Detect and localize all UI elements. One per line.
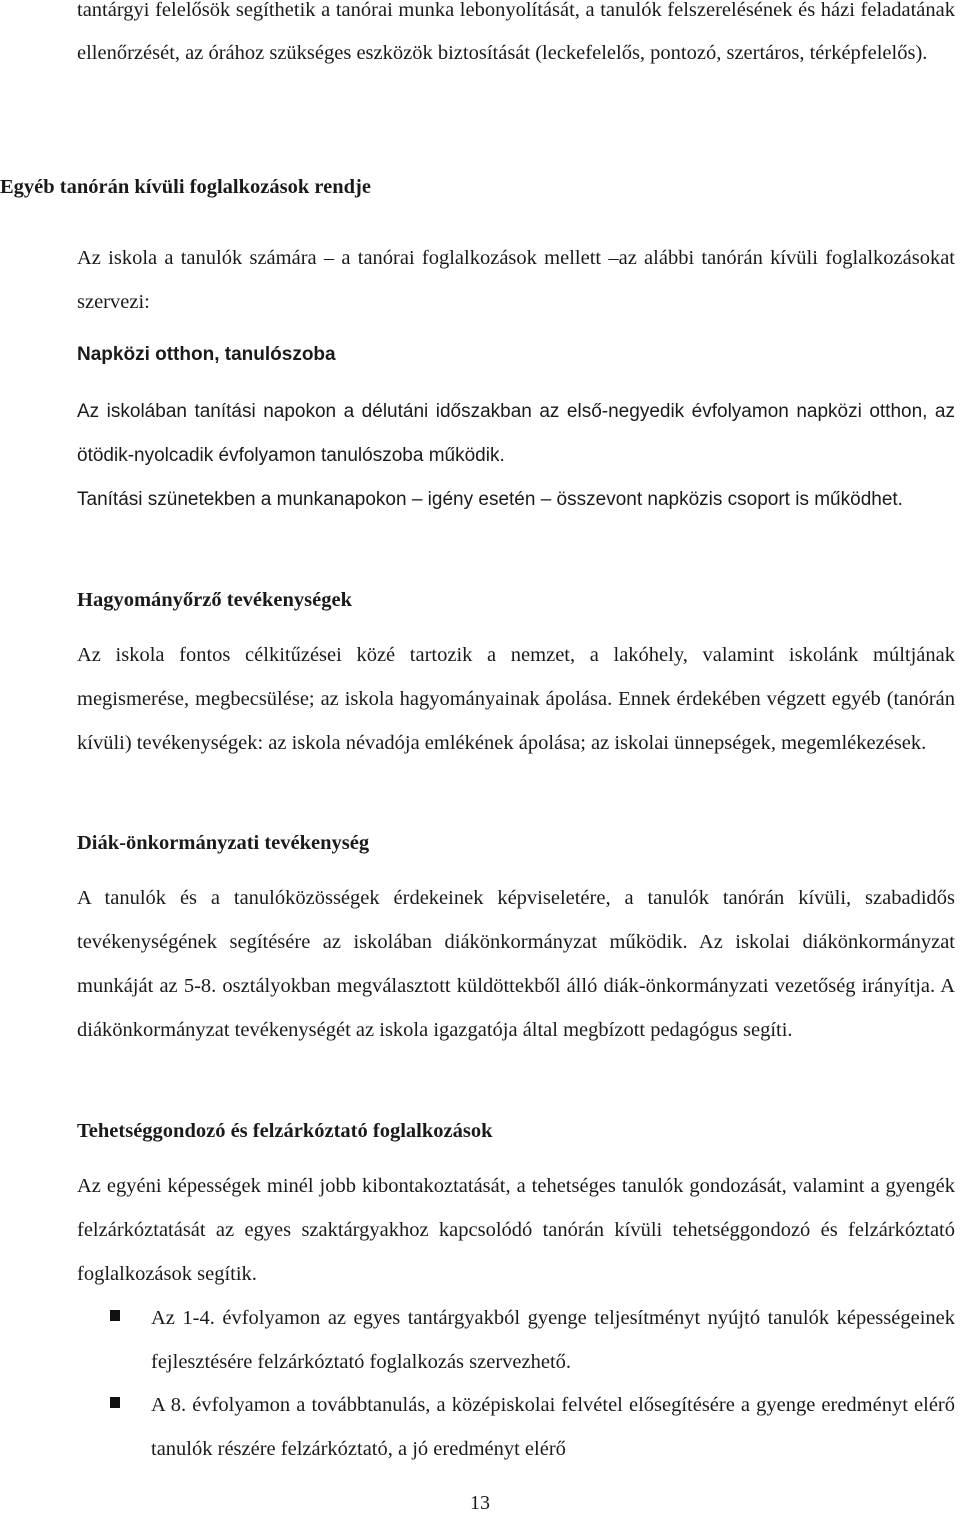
intro-paragraph: tantárgyi felelősök segíthetik a tanórai munka lebonyolítását, a tanulók felszerelésének és házi feladatának ellenőrzését, az órához szükséges eszközök biztosítását (leckefelelős, pontozó, szertáros, térképfelelős). [77, 0, 955, 64]
napkozi-paragraph-1: Az iskolában tanítási napokon a délutáni időszakban az első-negyedik évfolyamon napközi otthon, az ötödik-nyolcadik évfolyamon tanulószoba működik. [77, 401, 955, 466]
heading-tehetseg: Tehetséggondozó és felzárkóztató foglalkozások [77, 1120, 493, 1142]
section-heading-egyeb: Egyéb tanórán kívüli foglalkozások rendje [0, 176, 371, 198]
heading-napkozi: Napközi otthon, tanulószoba [77, 344, 336, 365]
square-bullet-icon [110, 1310, 120, 1321]
napkozi-paragraph-2: Tanítási szünetekben a munkanapokon – igény esetén – összevont napközis csoport is működhet. [77, 489, 903, 510]
page-number: 13 [470, 1492, 490, 1514]
list-item-text: Az 1-4. évfolyamon az egyes tantárgyakból gyenge teljesítményt nyújtó tanulók képességeinek fejlesztésére felzárkóztató foglalkozás szervezhető. [151, 1307, 955, 1373]
heading-hagyomany: Hagyományőrző tevékenységek [77, 589, 352, 611]
diak-paragraph: A tanulók és a tanulóközösségek érdekeinek képviseletére, a tanulók tanórán kívüli, szabadidős tevékenységének segítésére az iskolában diákönkormányzat működik. Az iskolai diákönkormányzat munkáját az 5-8. osztályokban megválasztott küldöttekből álló diák-önkormányzati vezetőség irányítja. A diákönkormányzat tevékenységét az iskola igazgatója által megbízott pedagógus segíti. [77, 887, 955, 1041]
hagyomany-paragraph: Az iskola fontos célkitűzései közé tartozik a nemzet, a lakóhely, valamint iskolánk múltjának megismerése, megbecsülése; az iskola hagyományainak ápolása. Ennek érdekében végzett egyéb (tanórán kívüli) tevékenységek: az iskola névadója emlékének ápolása; az iskolai ünnepségek, megemlékezések. [77, 644, 955, 754]
square-bullet-icon [110, 1397, 120, 1408]
tehetseg-paragraph: Az egyéni képességek minél jobb kibontakoztatását, a tehetséges tanulók gondozását, valamint a gyengék felzárkóztatását az egyes szaktárgyakhoz kapcsolódó tanórán kívüli tehetséggondozó és felzárkóztató foglalkozások segítik. [77, 1175, 955, 1285]
list-item-text: A 8. évfolyamon a továbbtanulás, a középiskolai felvétel elősegítésére a gyenge eredményt elérő tanulók részére felzárkóztató, a jó eredményt elérő [151, 1394, 955, 1460]
heading-diak: Diák-önkormányzati tevékenység [77, 832, 370, 854]
section-intro-paragraph: Az iskola a tanulók számára – a tanórai foglalkozások mellett –az alábbi tanórán kívüli foglalkozásokat szervezi: [77, 247, 955, 313]
